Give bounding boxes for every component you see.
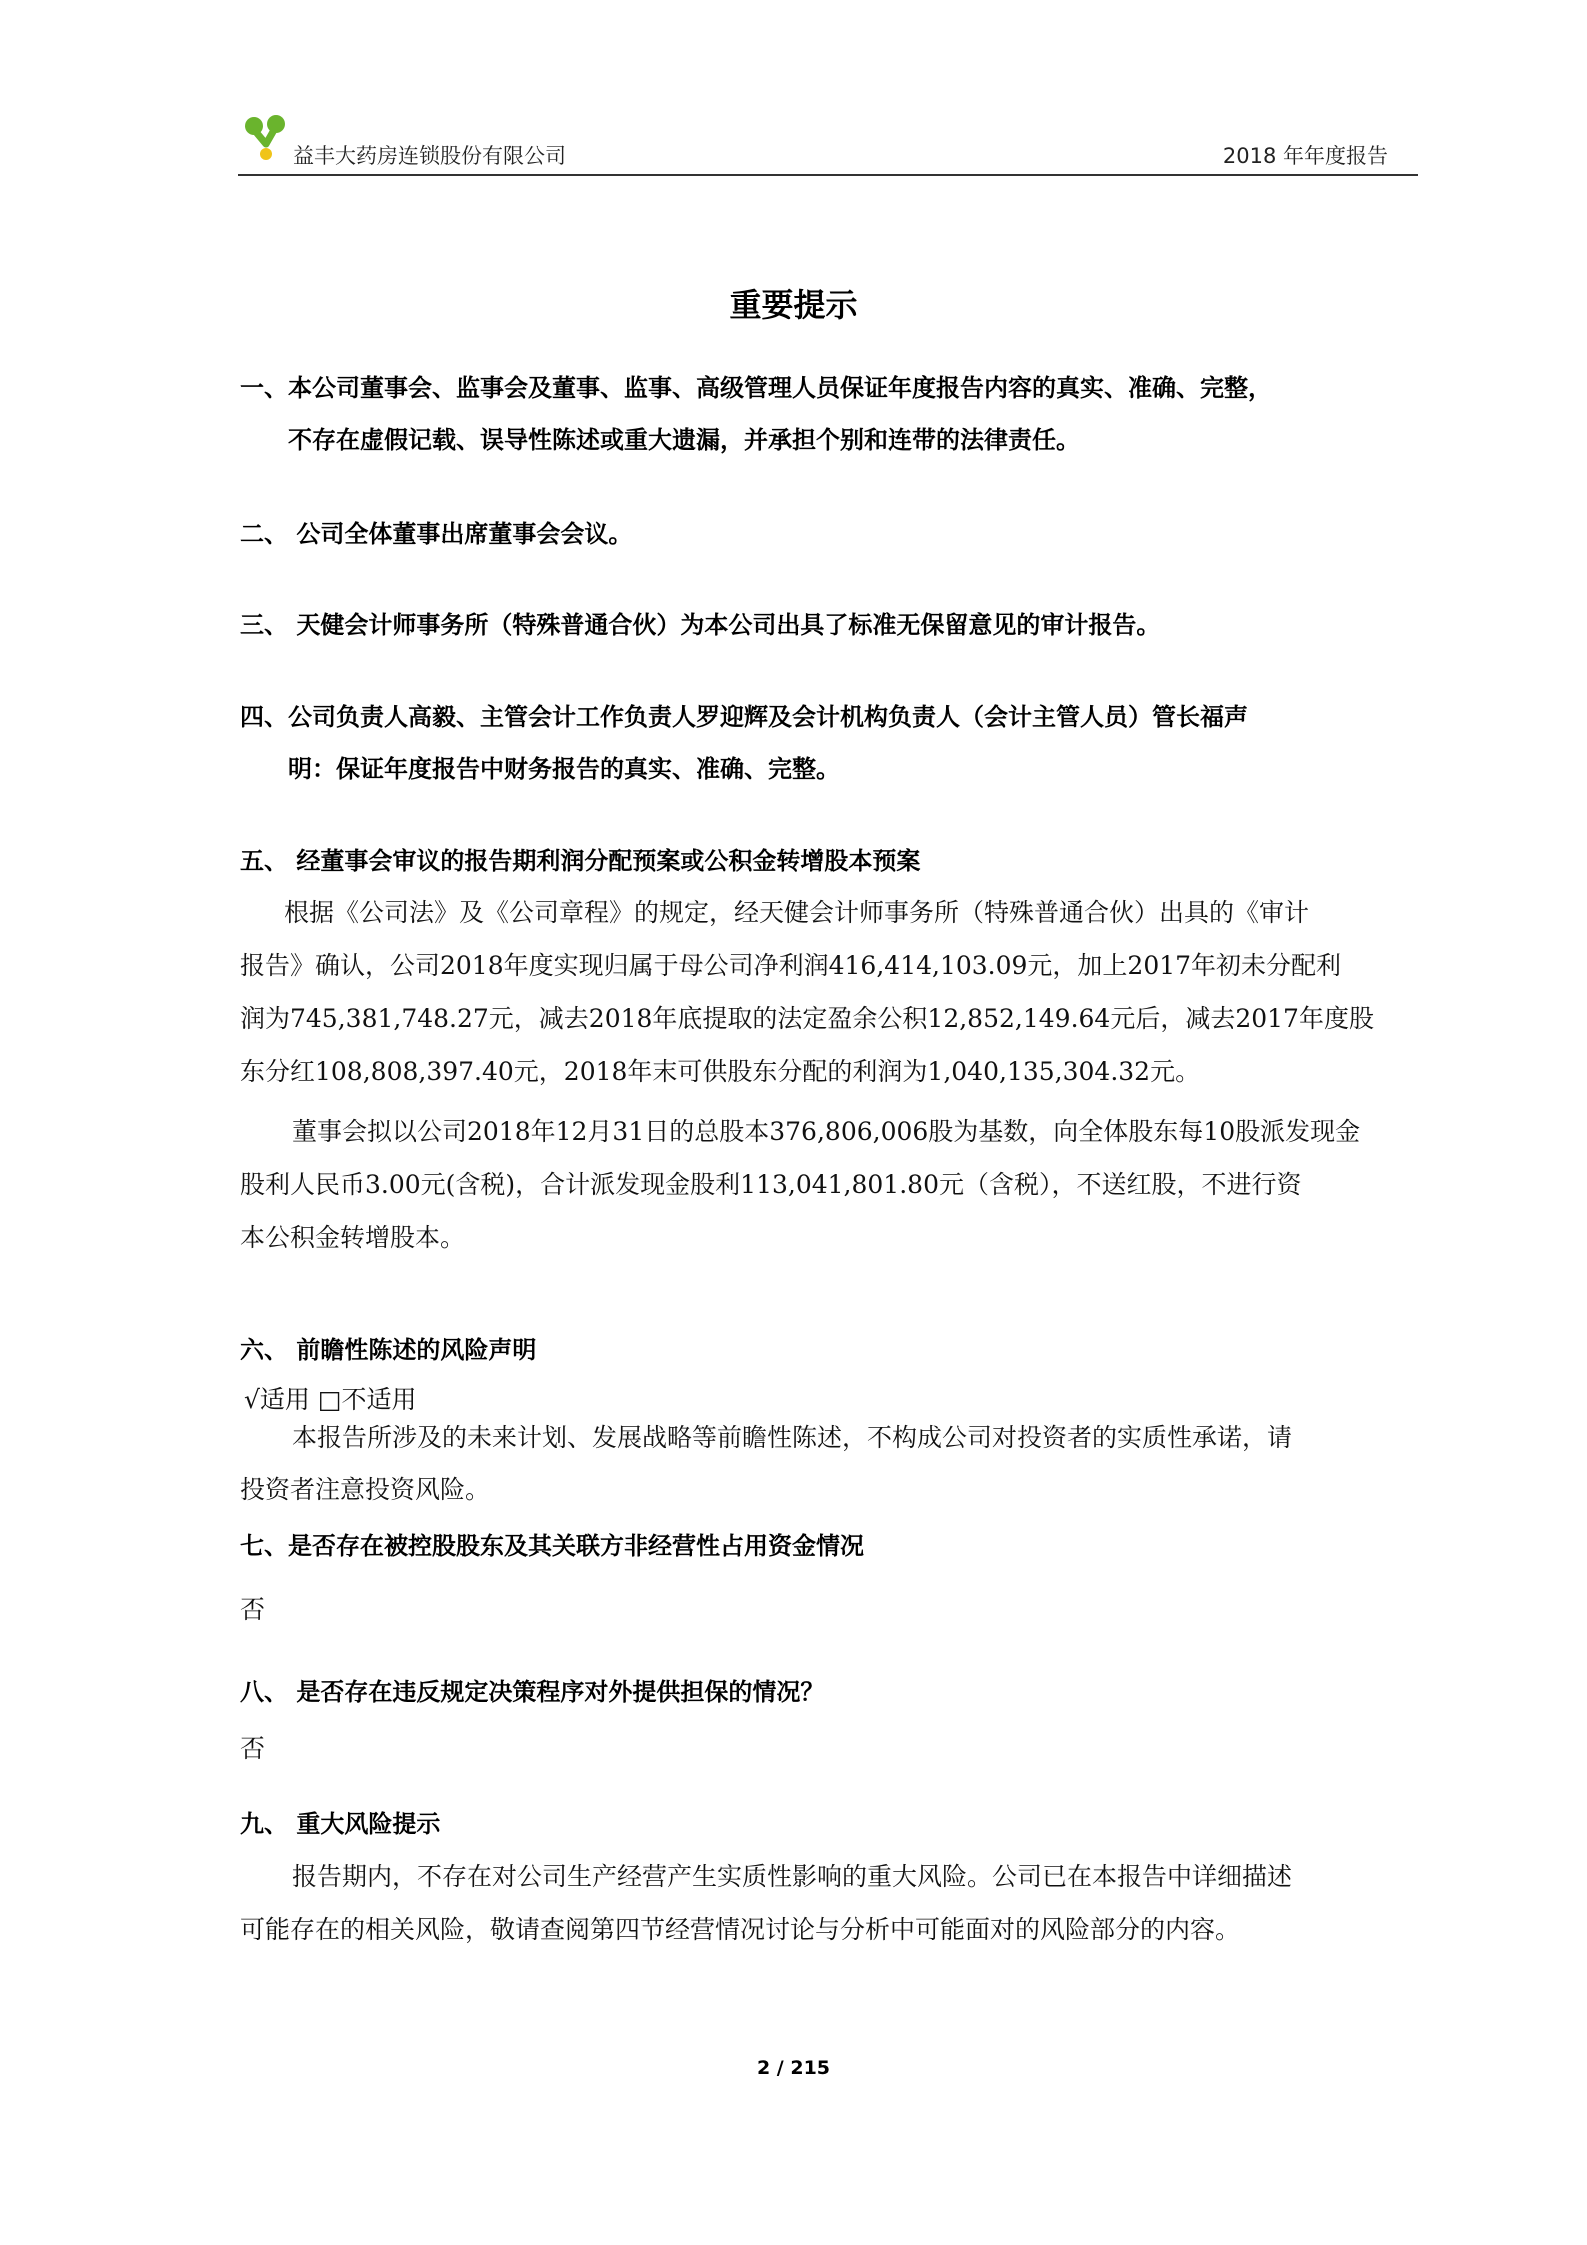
section-5-p1-line-3: 润为745,381,748.27元，减去2018年底提取的法定盈余公积12,852,149.64元后，减去2017年度股 <box>240 1004 1374 1033</box>
company-name: 益丰大药房连锁股份有限公司 <box>293 144 566 168</box>
section-9-p1-line-1: 报告期内，不存在对公司生产经营产生实质性影响的重大风险。公司已在本报告中详细描述 <box>292 1862 1293 1891</box>
section-5-p1-line-1: 根据《公司法》及《公司章程》的规定，经天健会计师事务所（特殊普通合伙）出具的《审计 <box>284 898 1310 927</box>
applicable-status: √适用 □不适用 <box>244 1385 417 1414</box>
section-8-answer: 否 <box>240 1734 266 1763</box>
section-6-heading: 六、 前瞻性陈述的风险声明 <box>240 1336 537 1364</box>
section-8-heading: 八、 是否存在违反规定决策程序对外提供担保的情况？ <box>240 1678 825 1706</box>
section-7-answer: 否 <box>240 1595 266 1624</box>
section-5-heading: 五、 经董事会审议的报告期利润分配预案或公积金转增股本预案 <box>240 847 921 875</box>
page-title: 重要提示 <box>729 286 858 324</box>
section-5-p2-line-2: 股利人民币3.00元(含税)，合计派发现金股利113,041,801.80元（含税），不送红股，不进行资 <box>240 1170 1302 1199</box>
section-1-line-2: 不存在虚假记载、误导性陈述或重大遗漏，并承担个别和连带的法律责任。 <box>288 426 1080 454</box>
section-2-heading: 二、 公司全体董事出席董事会会议。 <box>240 520 633 548</box>
section-7-heading: 七、是否存在被控股股东及其关联方非经营性占用资金情况 <box>240 1532 864 1560</box>
section-4-line-2: 明：保证年度报告中财务报告的真实、准确、完整。 <box>288 755 840 783</box>
section-5-p1-line-4: 东分红108,808,397.40元，2018年末可供股东分配的利润为1,040,135,304.32元。 <box>240 1057 1201 1086</box>
section-5-p2-line-3: 本公积金转增股本。 <box>240 1223 466 1252</box>
page-number: 2 / 215 <box>756 2057 831 2079</box>
page-header <box>238 110 1418 176</box>
section-9-heading: 九、 重大风险提示 <box>240 1810 441 1838</box>
company-logo-icon <box>242 114 290 162</box>
section-9-p1-line-2: 可能存在的相关风险，敬请查阅第四节经营情况讨论与分析中可能面对的风险部分的内容。 <box>240 1915 1241 1944</box>
section-5-p2-line-1: 董事会拟以公司2018年12月31日的总股本376,806,006股为基数，向全体股东每10股派发现金 <box>292 1117 1361 1146</box>
section-3-heading: 三、 天健会计师事务所（特殊普通合伙）为本公司出具了标准无保留意见的审计报告。 <box>240 611 1161 639</box>
section-6-p1-line-1: 本报告所涉及的未来计划、发展战略等前瞻性陈述，不构成公司对投资者的实质性承诺，请 <box>292 1423 1293 1452</box>
section-1-line-1: 一、本公司董事会、监事会及董事、监事、高级管理人员保证年度报告内容的真实、准确、完整， <box>240 374 1272 402</box>
section-5-p1-line-2: 报告》确认，公司2018年度实现归属于母公司净利润416,414,103.09元，加上2017年初未分配利 <box>240 951 1342 980</box>
section-6-p1-line-2: 投资者注意投资风险。 <box>240 1475 491 1504</box>
report-name: 2018 年年度报告 <box>1222 144 1388 168</box>
section-4-line-1: 四、公司负责人高毅、主管会计工作负责人罗迎辉及会计机构负责人（会计主管人员）管长福声 <box>240 703 1248 731</box>
